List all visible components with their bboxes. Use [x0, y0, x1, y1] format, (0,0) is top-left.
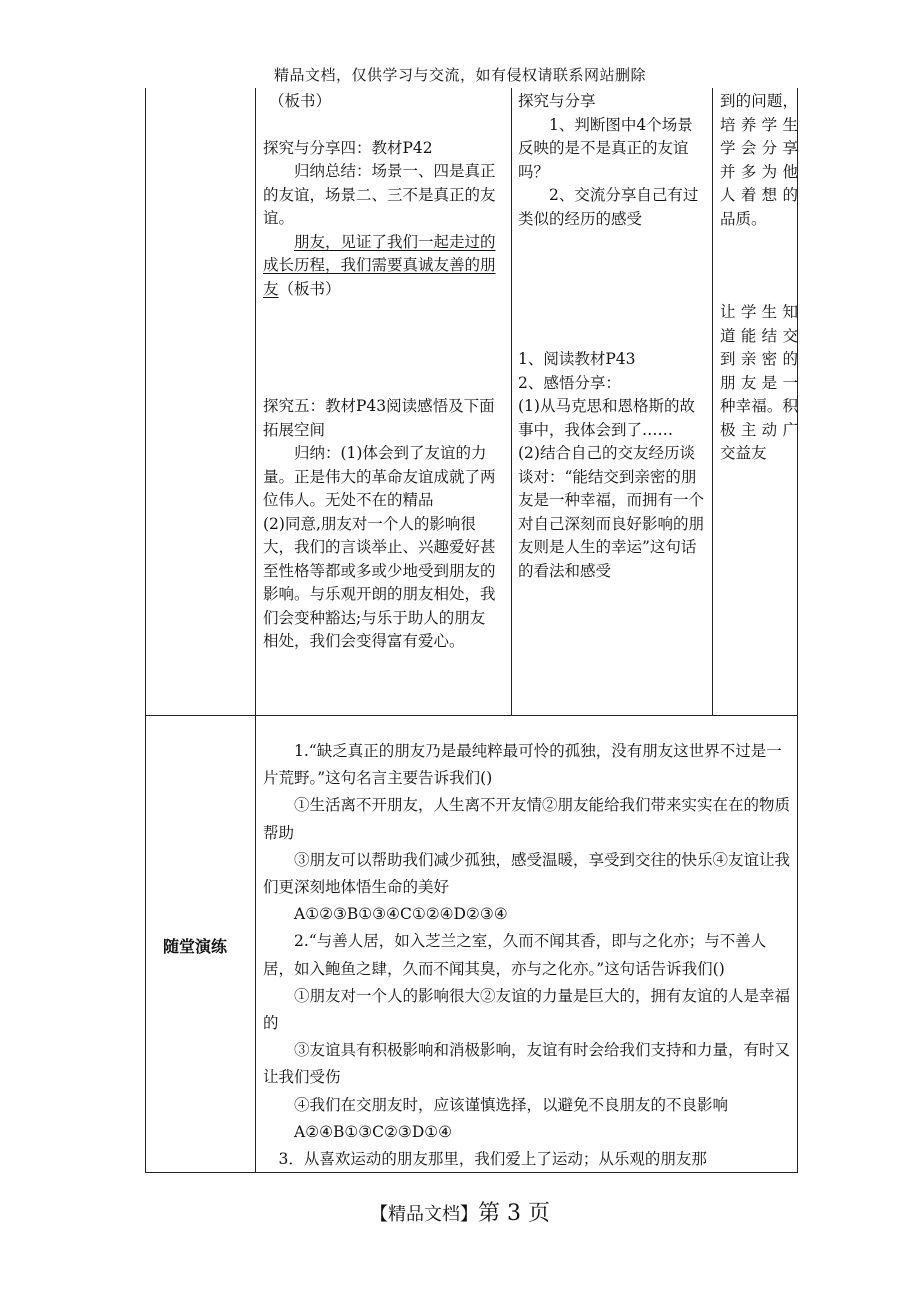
intent-line: 学会分享	[720, 139, 798, 157]
intent-line: 培养学生	[720, 115, 798, 134]
student-explore-title: 探究与分享	[518, 92, 596, 110]
intent-line: 朋友是一	[720, 373, 798, 392]
exercise-label: 随堂演练	[163, 937, 228, 956]
friend-statement	[263, 231, 499, 302]
exercise-question-1: 1.“缺乏真正的朋友乃是最纯粹最可怜的孤独，没有朋友这世界不过是一片荒野。”这句名言主要告诉我们()	[263, 742, 782, 788]
student-read-task: 1、阅读教材P43	[518, 350, 636, 368]
intent-line: 道能结交	[720, 326, 798, 345]
table-col-divider-2	[511, 88, 512, 716]
page-header: 精品文档，仅供学习与交流，如有侵权请联系网站删除	[273, 66, 646, 84]
exercise-q1-options-12: ①生活离不开朋友，人生离不开友情②朋友能给我们带来实实在在的物质帮助	[263, 796, 791, 842]
lesson-table	[145, 88, 798, 1173]
teacher-activity-cell	[263, 90, 499, 654]
exercise-q2-option-3: ③友谊具有积极影响和消极影响，友谊有时会给我们支持和力量，有时又让我们受伤	[263, 1041, 791, 1087]
explore4-title: 探究与分享四：教材P42	[263, 138, 433, 157]
exercise-q2-option-4: ④我们在交朋友时，应该谨慎选择，以避免不良朋友的不良影响	[294, 1095, 729, 1114]
intent-line: 种幸福。积	[720, 397, 798, 415]
explore5-summary: 归纳：(1)体会到了友谊的力量。正是伟大的革命友谊成就了两位伟人。无处不在的精品	[263, 444, 496, 509]
friend-statement-text: 朋友，见证了我们一起走过的成长历程，我们需要真诚友善的朋友	[263, 232, 496, 298]
explore4-summary: 归纳总结：场景一、四是真正的友谊，场景二、三不是真正的友谊。	[263, 162, 496, 227]
intent-line: 品质。	[720, 209, 767, 228]
board-note: （板书）	[269, 92, 332, 110]
intent-line: 人着想的	[720, 186, 798, 204]
exercise-question-3: 3．从喜欢运动的朋友那里，我们爱上了运动；从乐观的朋友那	[278, 1150, 707, 1169]
exercise-q1-answers: A①②③B①③④C①②④D②③④	[294, 905, 508, 924]
exercise-q2-options-12: ①朋友对一个人的影响很大②友谊的力量是巨大的，拥有友谊的人是幸福的	[263, 986, 791, 1033]
student-activity-cell	[518, 90, 708, 583]
intent-line: 交益友	[720, 444, 767, 462]
exercise-question-2: 2.“与善人居，如入芝兰之室，久而不闻其香，即与之化亦；与不善人居，如入鲍鱼之肆，久而不闻其臭，亦与之化亦。”这句话告诉我们()	[263, 932, 767, 978]
design-intent-cell	[720, 90, 798, 466]
student-share-task: 2、感悟分享：	[518, 373, 621, 392]
student-share-2: (2)结合自己的交友经历谈谈对：“能结交到亲密的朋友是一种幸福，而拥有一个对自己深刻而良好影响的朋友则是人生的幸运”这句话的看法和感受	[518, 444, 705, 580]
footer-prefix: 【精品文档】	[370, 1204, 478, 1225]
table-col-divider-3	[712, 88, 713, 716]
student-question-2: 2、交流分享自己有过类似的经历的感受	[518, 186, 699, 228]
intent-line: 到的问题，	[720, 92, 798, 110]
page-footer	[0, 1196, 920, 1227]
intent-line: 到亲密的	[720, 350, 798, 368]
table-border-left	[145, 88, 146, 1173]
student-share-1: (1)从马克思和恩格斯的故事中，我体会到了……	[518, 397, 695, 439]
page-number: 第 3 页	[478, 1201, 550, 1226]
explore5-point2: (2)同意,朋友对一个人的影响很大，我们的言谈举止、兴趣爱好甚至性格等都或多或少地受到朋友的影响。与乐观开朗的朋友相处，我们会变种豁达;与乐于助人的朋友相处，我们会变得富有爱心。	[263, 514, 496, 650]
exercise-q1-options-34: ③朋友可以帮助我们减少孤独，感受温暖，享受到交往的快乐④友谊让我们更深刻地体悟生命的美好	[263, 850, 791, 897]
table-col-divider-1	[255, 88, 256, 1173]
board-note-2: （板书）	[278, 279, 341, 298]
exercise-q2-answers: A②④B①③C②③D①④	[294, 1122, 453, 1141]
intent-line: 并多为他	[720, 162, 798, 181]
intent-line: 极主动广	[720, 420, 798, 439]
intent-line: 让学生知	[720, 303, 798, 321]
exercise-cell	[263, 738, 795, 1173]
student-question-1: 1、判断图中4个场景反映的是不是真正的友谊吗？	[518, 115, 693, 181]
table-row-divider	[145, 715, 798, 716]
explore5-title: 探究五：教材P43阅读感悟及下面拓展空间	[263, 397, 495, 439]
